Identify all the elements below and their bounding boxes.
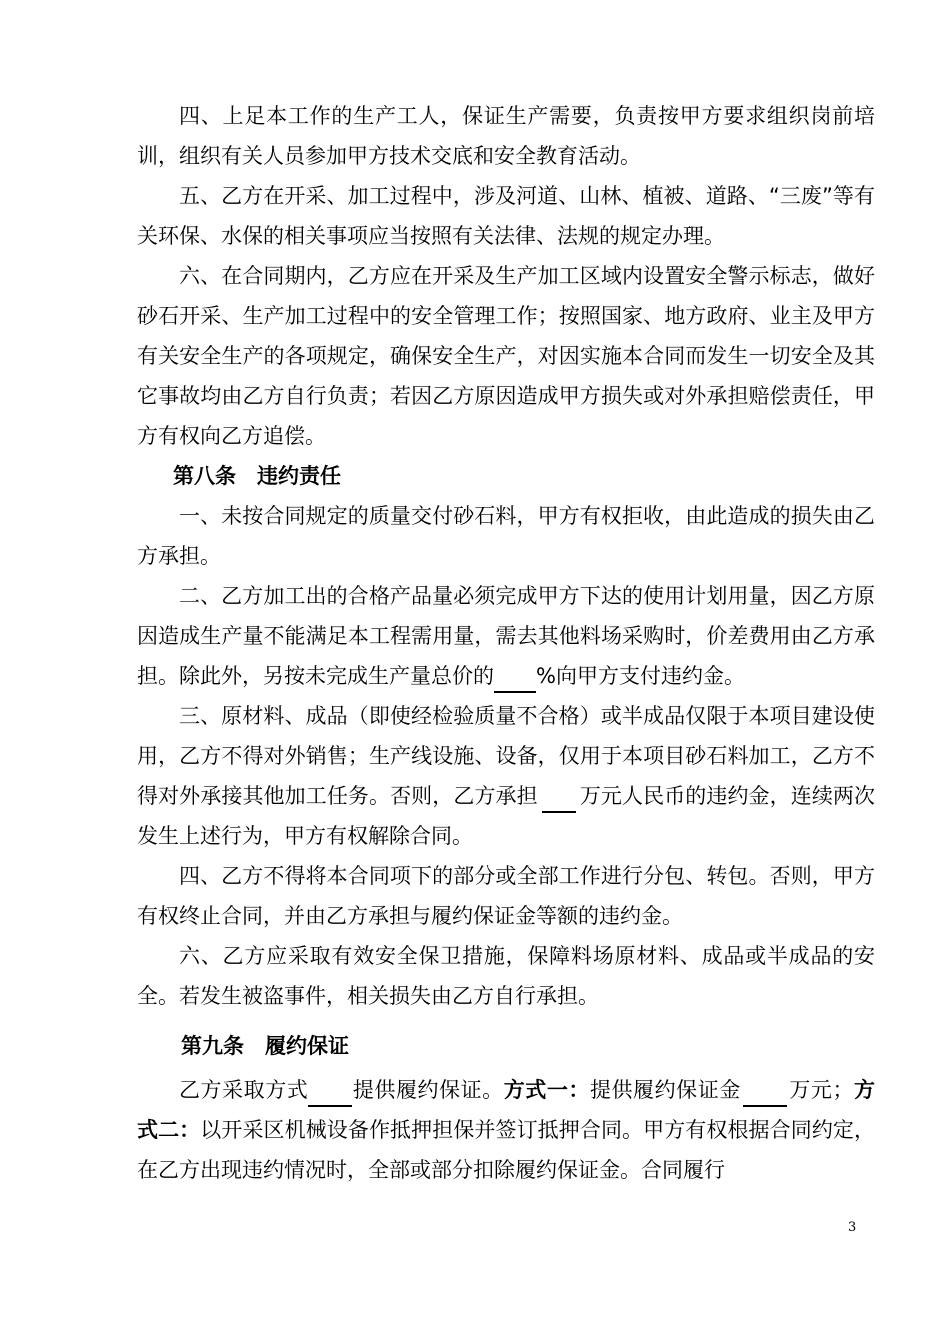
- page-number: 3: [848, 1220, 857, 1235]
- method-2-label: 方式二：: [137, 1078, 876, 1142]
- article-8-clause-6: 六、乙方应采取有效安全保卫措施，保障料场原材料、成品或半成品的安全。若发生被盗事件，相关损失由乙方自行承担。: [137, 944, 875, 1008]
- clause-3-tail: 万元人民币的违约金，连续两次发生上述行为，甲方有权解除合同。: [137, 784, 876, 848]
- clause-2-text: 二、乙方加工出的合格产品量必须完成甲方下达的使用计划用量，因乙方原因造成生产量不能满足本工程需用量，需去其他料场采购时，价差费用由乙方承担。除此外，另按未完成生产量总价的: [137, 584, 875, 688]
- article-8-clause-3: [137, 696, 875, 856]
- page-content: [137, 96, 875, 1190]
- guarantee-intro-tail: 提供履约保证。: [352, 1078, 504, 1102]
- deposit-amount-blank: [743, 1083, 787, 1107]
- deposit-unit: 万元；: [788, 1078, 854, 1102]
- penalty-amount-blank: [542, 789, 576, 813]
- method-2-text: 以开采区机械设备作抵押担保并签订抵押合同。甲方有权根据合同约定，在乙方出现违约情况时，全部或部分扣除履约保证金。合同履行: [137, 1118, 875, 1182]
- paragraph-item-4: 四、上足本工作的生产工人，保证生产需要，负责按甲方要求组织岗前培训，组织有关人员参加甲方技术交底和安全教育活动。: [137, 104, 875, 168]
- article-9-paragraph: [137, 1070, 875, 1190]
- method-1-text: 提供履约保证金: [589, 1078, 741, 1102]
- article-8-clause-1: 一、未按合同规定的质量交付砂石料，甲方有权拒收，由此造成的损失由乙方承担。: [137, 504, 875, 568]
- penalty-percent-blank: [494, 669, 536, 693]
- clause-2-tail: %向甲方支付违约金。: [536, 664, 745, 688]
- article-8-heading: 第八条 违约责任: [173, 464, 341, 488]
- article-9-heading: 第九条 履约保证: [181, 1034, 349, 1058]
- guarantee-intro: 乙方采取方式: [179, 1078, 309, 1102]
- article-8-clause-4: 四、乙方不得将本合同项下的部分或全部工作进行分包、转包。否则，甲方有权终止合同，并由乙方承担与履约保证金等额的违约金。: [137, 864, 875, 928]
- paragraph-item-5: 五、乙方在开采、加工过程中，涉及河道、山林、植被、道路、“三废”等有关环保、水保的相关事项应当按照有关法律、法规的规定办理。: [137, 184, 875, 248]
- method-1-label: 方式一：: [503, 1078, 590, 1102]
- method-choice-blank: [308, 1083, 352, 1107]
- article-8-clause-2: [137, 576, 875, 696]
- paragraph-item-6: 六、在合同期内，乙方应在开采及生产加工区域内设置安全警示标志，做好砂石开采、生产加工过程中的安全管理工作；按照国家、地方政府、业主及甲方有关安全生产的各项规定，确保安全生产，对因实施本合同而发生一切安全及其它事故均由乙方自行负责；若因乙方原因造成甲方损失或对外承担赔偿责任，甲方有权向乙方追偿。: [137, 264, 875, 448]
- clause-3-text: 三、原材料、成品（即使经检验质量不合格）或半成品仅限于本项目建设使用，乙方不得对外销售；生产线设施、设备，仅用于本项目砂石料加工，乙方不得对外承接其他加工任务。否则，乙方承担: [137, 704, 875, 808]
